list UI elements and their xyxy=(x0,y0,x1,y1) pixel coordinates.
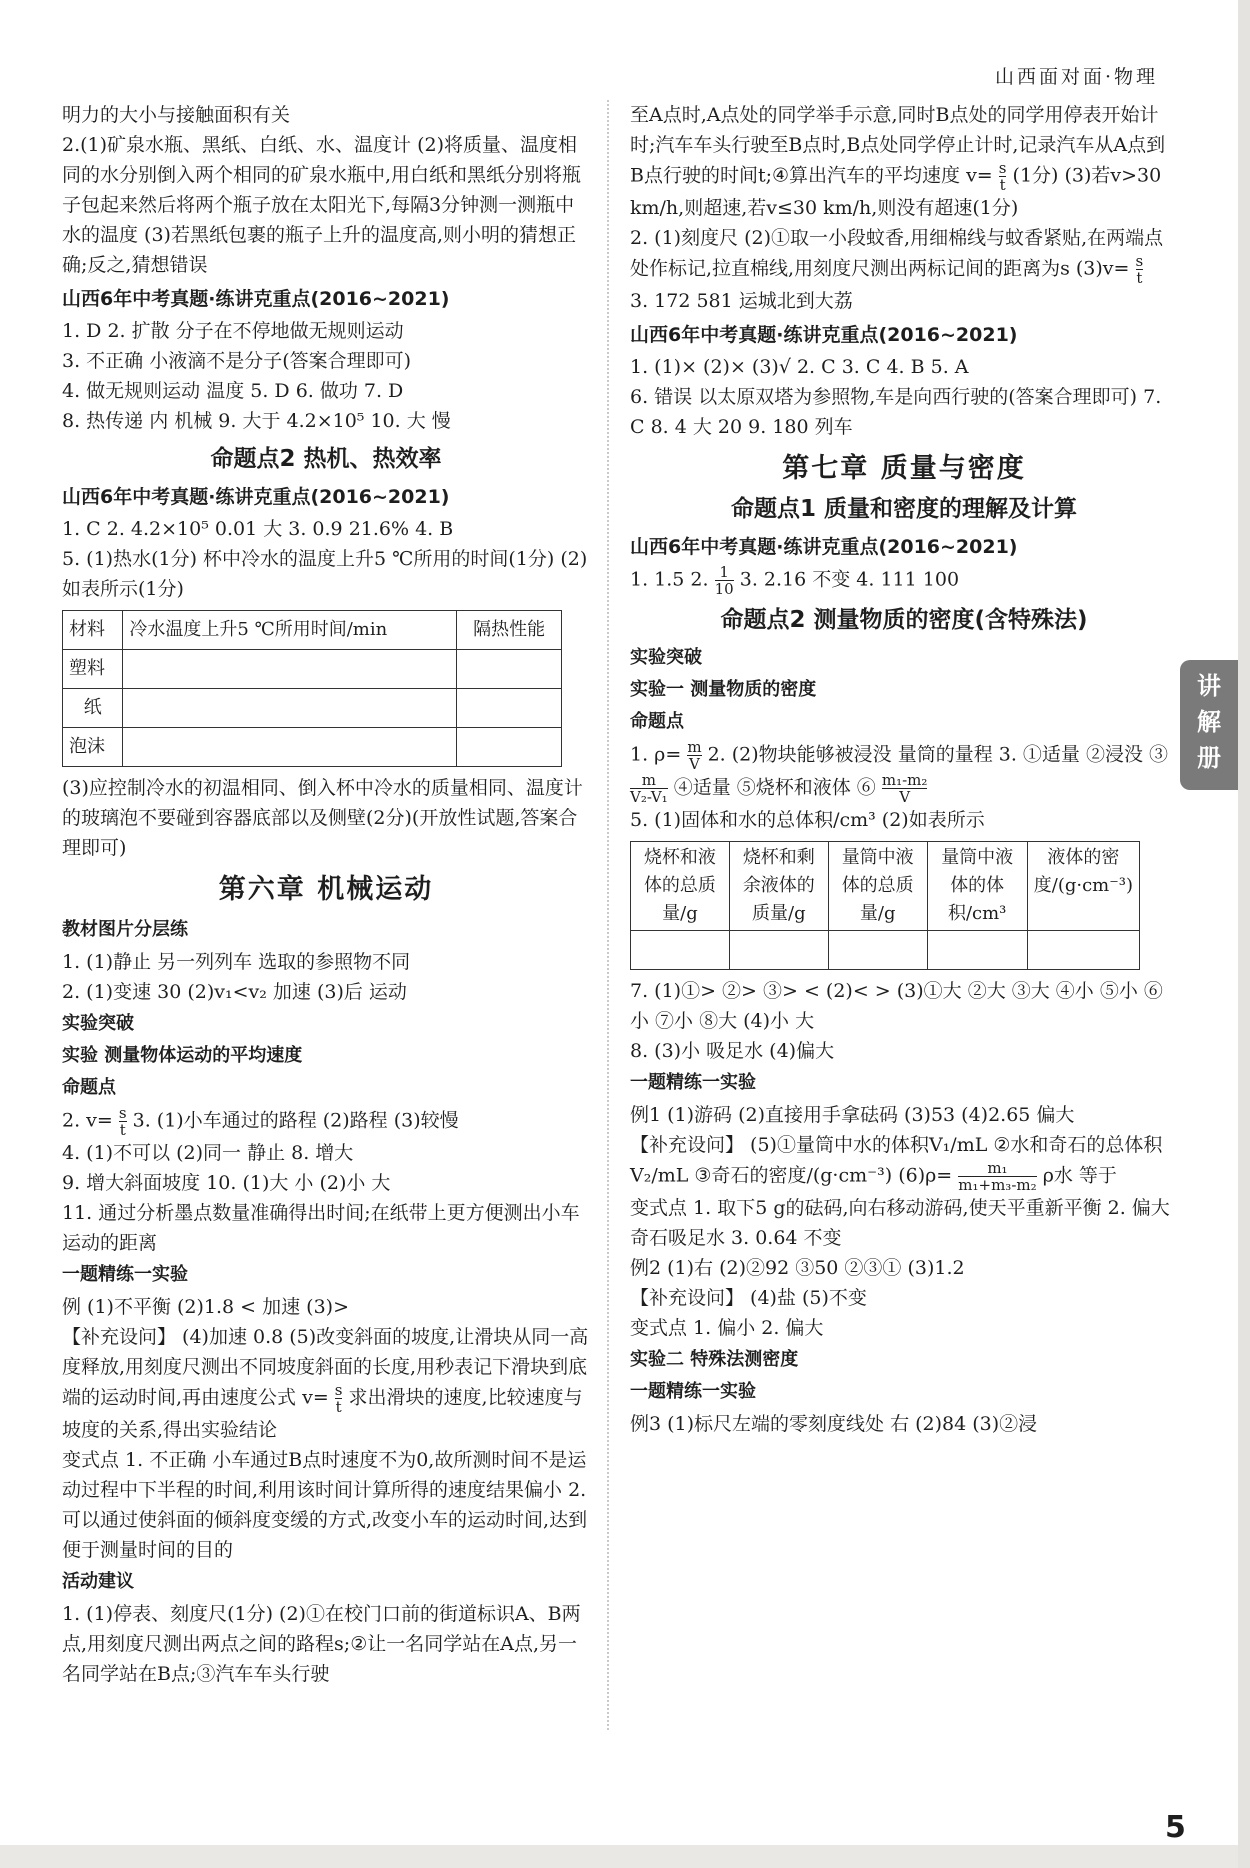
answer-line: 1. (1)停表、刻度尺(1分) (2)①在校门口前的街道标识A、B两点,用刻度尺测出两点之间的路程s;②让一名同学站在A点,另一名同学站在B点;③汽车车头行驶 xyxy=(62,1603,581,1685)
answer-line: 5. (1)固体和水的总体积/cm³ (2)如表所示 xyxy=(630,809,985,831)
subsection-heading: 一题精练一实验 xyxy=(630,1072,756,1093)
running-header: 山西面对面·物理 xyxy=(994,66,1158,88)
subsection-heading: 实验一 测量物质的密度 xyxy=(630,679,817,700)
answer-line xyxy=(62,1322,590,1445)
fraction: $\frac{\text{m₁}}{\text{m₁+m₃-m₂}}$ xyxy=(958,1159,1037,1194)
answer-line: 4. (1)不可以 (2)同一 静止 8. 增大 xyxy=(62,1142,354,1164)
text: 【补充设问】 (4)加速 0.8 (5)改变斜面的坡度,让滑块从同一高度释放,用刻度尺测出不同坡度斜面的长度,用秒表记下滑块到底端的运动时间,再由速度公式 v= xyxy=(62,1326,589,1409)
answer-line xyxy=(630,1130,1178,1193)
answer-line: 1. (1)静止 另一列列车 选取的参照物不同 xyxy=(62,951,411,973)
answer-line xyxy=(630,100,1178,223)
table-cell: 泡沫 xyxy=(63,728,123,767)
section-heading: 山西6年中考真题·练讲克重点(2016~2021) xyxy=(630,536,1018,558)
left-column xyxy=(62,100,590,1689)
answer-line xyxy=(62,1105,590,1138)
answer-line: 例2 (1)右 (2)②92 ③50 ②③① (3)1.2 xyxy=(630,1257,965,1279)
answer-line: 5. (1)热水(1分) 杯中冷水的温度上升5 ℃所用的时间(1分) (2)如表所示(1分) xyxy=(62,548,588,600)
text: 2. (1)刻度尺 (2)①取一小段蚊香,用细棉线与蚊香紧贴,在两端点处作标记,拉直棉线,用刻度尺测出两标记间的距离为s (3)v= xyxy=(630,227,1164,280)
answer-line: 【补充设问】 (4)盐 (5)不变 xyxy=(630,1287,867,1309)
section-tab xyxy=(1180,660,1238,790)
table-header: 液体的密度/(g·cm⁻³) xyxy=(1027,842,1139,931)
text: 2. v= xyxy=(62,1109,113,1132)
chapter-title: 第七章 质量与密度 xyxy=(782,453,1026,484)
answer-line: 变式点 1. 不正确 小车通过B点时速度不为0,故所测时间不是运动过程中下半程的时间,利用该时间计算所得的速度结果偏小 2. 可以通过使斜面的倾斜度变缓的方式,改变小车的运动时间,达到便于测量时间的目的 xyxy=(62,1449,588,1561)
subsection-heading: 实验 测量物体运动的平均速度 xyxy=(62,1045,303,1066)
text-line: 明力的大小与接触面积有关 xyxy=(62,104,291,126)
data-table xyxy=(630,841,1140,970)
page-number: 5 xyxy=(1165,1810,1186,1845)
topic-heading: 命题点2 测量物质的密度(含特殊法) xyxy=(720,607,1088,633)
text: 求出滑块的速度,比较速度与坡度的关系,得出实验结论 xyxy=(62,1386,583,1441)
column-divider xyxy=(607,100,609,1730)
answer-line: 例 (1)不平衡 (2)1.8 < 加速 (3)> xyxy=(62,1296,349,1318)
answer-line: 9. 增大斜面坡度 10. (1)大 小 (2)小 大 xyxy=(62,1172,391,1194)
fraction: $\frac{m}{V}$ xyxy=(687,738,702,773)
fraction: $\frac{s}{t}$ xyxy=(1135,252,1144,287)
table-header: 冷水温度上升5 ℃所用时间/min xyxy=(123,611,457,650)
answer-line: 变式点 1. 偏小 2. 偏大 xyxy=(630,1317,824,1339)
answer-line: 变式点 1. 取下5 g的砝码,向右移动游码,使天平重新平衡 2. 偏大 奇石吸足水 3. 0.64 不变 xyxy=(630,1197,1170,1249)
scan-edge xyxy=(1238,0,1250,1868)
tab-char: 讲 xyxy=(1197,672,1221,700)
text: 至A点时,A点处的同学举手示意,同时B点处的同学用停表开始计时;汽车车头行驶至B点时,B点处同学停止计时,记录汽车从A点到B点行驶的时间t;④算出汽车的平均速度 v= xyxy=(630,104,1166,187)
text: ④适量 ⑤烧杯和液体 ⑥ xyxy=(673,776,876,799)
text: (1分) (3)若v>30 km/h,则超速,若v≤30 km/h,则没有超速(1分) xyxy=(630,164,1162,219)
fraction: $\frac{1}{10}$ xyxy=(714,563,734,598)
answer-line: 1. (1)× (2)× (3)√ 2. C 3. C 4. B 5. A xyxy=(630,356,969,378)
fraction: $\frac{\text{m₁-m₂}}{V}$ xyxy=(881,771,928,806)
right-column xyxy=(630,100,1178,1439)
answer-line: 11. 通过分析墨点数量准确得出时间;在纸带上更方便测出小车运动的距离 xyxy=(62,1202,580,1254)
answer-line: 7. (1)①> ②> ③> < (2)< > (3)①大 ②大 ③大 ④小 ⑤小 ⑥小 ⑦小 ⑧大 (4)小 大 xyxy=(630,980,1163,1032)
answer-line: 1. C 2. 4.2×10⁵ 0.01 大 3. 0.9 21.6% 4. B xyxy=(62,518,454,540)
subsection-heading: 一题精练一实验 xyxy=(630,1381,756,1402)
fraction: $\frac{s}{t}$ xyxy=(334,1381,343,1416)
answer-line: (3)应控制冷水的初温相同、倒入杯中冷水的质量相同、温度计的玻璃泡不要碰到容器底部以及侧壁(2分)(开放性试题,答案合理即可) xyxy=(62,777,583,859)
section-heading: 山西6年中考真题·练讲克重点(2016~2021) xyxy=(62,288,450,310)
answer-line xyxy=(630,223,1178,286)
subsection-heading: 活动建议 xyxy=(62,1571,134,1592)
fraction: $\frac{m}{\text{V₂-V₁}}$ xyxy=(630,771,668,806)
chapter-title: 第六章 机械运动 xyxy=(218,874,434,905)
table-header: 烧杯和剩余液体的质量/g xyxy=(729,842,828,931)
table-cell: 纸 xyxy=(63,689,123,728)
answer-line: 8. (3)小 吸足水 (4)偏大 xyxy=(630,1040,835,1062)
fraction: $\frac{s}{t}$ xyxy=(118,1104,127,1139)
text: 【补充设问】 (5)①量筒中水的体积V₁/mL ②水和奇石的总体积V₂/mL ③奇石的密度/(g·cm⁻³) (6)ρ= xyxy=(630,1134,1163,1187)
subsection-heading: 实验突破 xyxy=(62,1013,134,1034)
answer-line xyxy=(630,564,1178,597)
answer-line: 例3 (1)标尺左端的零刻度线处 右 (2)84 (3)②浸 xyxy=(630,1413,1038,1435)
table-header: 材料 xyxy=(63,611,123,650)
answer-line: 8. 热传递 内 机械 9. 大于 4.2×10⁵ 10. 大 慢 xyxy=(62,410,451,432)
answer-line: 6. 错误 以太原双塔为参照物,车是向西行驶的(答案合理即可) 7. C 8. 4 大 20 9. 180 列车 xyxy=(630,386,1162,438)
subsection-heading: 实验二 特殊法测密度 xyxy=(630,1349,799,1370)
scan-edge xyxy=(0,1845,1250,1868)
subsection-heading: 命题点 xyxy=(62,1077,116,1098)
tab-char: 册 xyxy=(1197,744,1221,772)
answer-line: 2. (1)变速 30 (2)v₁<v₂ 加速 (3)后 运动 xyxy=(62,981,407,1003)
topic-heading: 命题点1 质量和密度的理解及计算 xyxy=(730,496,1077,522)
answer-line: 4. 做无规则运动 温度 5. D 6. 做功 7. D xyxy=(62,380,404,402)
text: 1. 1.5 2. xyxy=(630,568,709,591)
section-heading: 山西6年中考真题·练讲克重点(2016~2021) xyxy=(62,486,450,508)
text: 1. ρ= xyxy=(630,743,682,766)
table-header: 隔热性能 xyxy=(457,611,562,650)
answer-line xyxy=(630,739,1178,805)
table-header: 量筒中液体的体积/cm³ xyxy=(927,842,1027,931)
text: 3. (1)小车通过的路程 (2)路程 (3)较慢 xyxy=(132,1109,459,1132)
text: ρ水 等于 xyxy=(1042,1164,1117,1187)
answer-2: 2.(1)矿泉水瓶、黑纸、白纸、水、温度计 (2)将质量、温度相同的水分别倒入两个相同的矿泉水瓶中,用白纸和黑纸分别将瓶子包起来然后将两个瓶子放在太阳光下,每隔3分钟测一测瓶中水的温度 (3)若黑纸包裹的瓶子上升的温度高,则小明的猜想正确;反之,猜想错误 xyxy=(62,134,582,276)
subsection-heading: 命题点 xyxy=(630,711,684,732)
answer-line: 3. 172 581 运城北到大荔 xyxy=(630,290,853,312)
subsection-heading: 实验突破 xyxy=(630,647,702,668)
section-heading: 山西6年中考真题·练讲克重点(2016~2021) xyxy=(630,324,1018,346)
topic-heading: 命题点2 热机、热效率 xyxy=(210,446,442,472)
text: 2. (2)物块能够被浸没 量筒的量程 3. ①适量 ②浸没 ③ xyxy=(707,743,1169,766)
answer-line: 例1 (1)游码 (2)直接用手拿砝码 (3)53 (4)2.65 偏大 xyxy=(630,1104,1075,1126)
fraction: $\frac{s}{t}$ xyxy=(998,159,1007,194)
table-header: 量筒中液体的总质量/g xyxy=(828,842,927,931)
table-cell: 塑料 xyxy=(63,650,123,689)
subsection-heading: 一题精练一实验 xyxy=(62,1264,188,1285)
data-table xyxy=(62,610,562,767)
table-header: 烧杯和液体的总质量/g xyxy=(631,842,730,931)
answer-line: 3. 不正确 小液滴不是分子(答案合理即可) xyxy=(62,350,412,372)
tab-char: 解 xyxy=(1197,708,1221,736)
subsection-heading: 教材图片分层练 xyxy=(62,919,188,940)
text: 3. 2.16 不变 4. 111 100 xyxy=(739,568,960,591)
answer-line: 1. D 2. 扩散 分子在不停地做无规则运动 xyxy=(62,320,404,342)
